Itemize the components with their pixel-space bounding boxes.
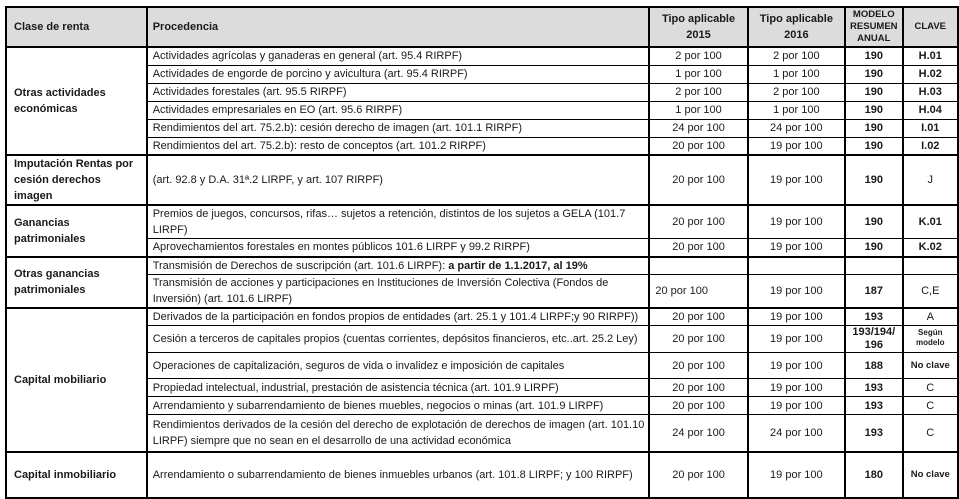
table-row bbox=[6, 83, 958, 101]
procedencia-cell bbox=[147, 257, 650, 275]
tipo-2015-cell: 20 por 100 bbox=[649, 326, 747, 353]
modelo-cell: 190 bbox=[845, 65, 903, 83]
procedencia-text: Actividades empresariales en EO (art. 95.6 RIRPF) bbox=[152, 104, 403, 116]
table-row bbox=[6, 353, 958, 379]
procedencia-cell bbox=[147, 308, 650, 326]
tipo-2016-cell: 19 por 100 bbox=[748, 274, 845, 308]
procedencia-cell bbox=[147, 326, 650, 353]
table-row bbox=[6, 65, 958, 83]
table-row bbox=[6, 308, 958, 326]
table-row bbox=[6, 274, 958, 308]
procedencia-text: Transmisión de acciones y participaciones en Instituciones de Inversión Colectiva (Fondos de Inversión) (art. 101.6 LIRPF) bbox=[152, 276, 609, 305]
header-modelo-resumen-anual: MODELO RESUMEN ANUAL bbox=[845, 7, 903, 47]
clave-cell: K.02 bbox=[903, 239, 958, 257]
tipo-2016-cell bbox=[748, 257, 845, 275]
procedencia-text: Arrendamiento y subarrendamiento de bienes muebles, negocios o minas (art. 101.9 LIRPF) bbox=[152, 399, 604, 412]
table-row bbox=[6, 239, 958, 257]
table-row bbox=[6, 326, 958, 353]
table-row bbox=[6, 205, 958, 239]
clase-de-renta-cell: Otras actividades económicas bbox=[6, 47, 147, 155]
table-row bbox=[6, 452, 958, 498]
procedencia-cell bbox=[147, 353, 650, 379]
clave-cell bbox=[903, 257, 958, 275]
procedencia-text: Derivados de la participación en fondos propios de entidades (art. 25.1 y 101.4 LIRPF;y 90 RIRPF)) bbox=[152, 310, 639, 323]
procedencia-cell bbox=[147, 119, 650, 137]
clave-cell: J bbox=[903, 155, 958, 205]
modelo-cell: 193/194/ 196 bbox=[845, 326, 903, 353]
clave-cell: C,E bbox=[903, 274, 958, 308]
modelo-cell: 190 bbox=[845, 101, 903, 119]
clave-cell: C bbox=[903, 379, 958, 397]
modelo-cell: 190 bbox=[845, 205, 903, 239]
tipo-2015-cell: 20 por 100 bbox=[649, 452, 747, 498]
tipo-2015-cell: 20 por 100 bbox=[649, 274, 747, 308]
clave-cell: No clave bbox=[903, 353, 958, 379]
procedencia-cell bbox=[147, 47, 650, 65]
table-row bbox=[6, 379, 958, 397]
procedencia-cell bbox=[147, 239, 650, 257]
procedencia-text: Rendimientos derivados de la cesión del derecho de explotación de derechos de imagen (art. 101.10 LIRPF) siempre que no sean en el desarrollo de una actividad económica bbox=[152, 418, 645, 447]
modelo-cell: 193 bbox=[845, 397, 903, 415]
modelo-cell: 193 bbox=[845, 308, 903, 326]
table-row bbox=[6, 119, 958, 137]
tipo-2015-cell: 20 por 100 bbox=[649, 155, 747, 205]
clave-cell: K.01 bbox=[903, 205, 958, 239]
modelo-cell: 190 bbox=[845, 47, 903, 65]
clave-cell: No clave bbox=[903, 452, 958, 498]
tipo-2015-cell: 24 por 100 bbox=[649, 119, 747, 137]
table-row bbox=[6, 47, 958, 65]
clave-cell: C bbox=[903, 397, 958, 415]
tipo-2015-cell: 24 por 100 bbox=[649, 415, 747, 452]
procedencia-text: Rendimientos del art. 75.2.b): resto de conceptos (art. 101.2 RIRPF) bbox=[152, 139, 486, 152]
procedencia-cell bbox=[147, 274, 650, 308]
procedencia-text: Propiedad intelectual, industrial, prestación de asistencia técnica (art. 101.9 LIRPF) bbox=[152, 381, 559, 394]
clase-de-renta-cell: Ganancias patrimoniales bbox=[6, 205, 147, 257]
tipo-2015-cell: 20 por 100 bbox=[649, 239, 747, 257]
procedencia-text: Operaciones de capitalización, seguros de vida o invalidez e imposición de capitales bbox=[152, 359, 565, 372]
tipo-2016-cell: 24 por 100 bbox=[748, 119, 845, 137]
procedencia-text: Actividades de engorde de porcino y avicultura (art. 95.4 RIRPF) bbox=[152, 68, 468, 80]
procedencia-cell bbox=[147, 397, 650, 415]
header-clase-de-renta: Clase de renta bbox=[6, 7, 147, 47]
retention-rates-table bbox=[5, 6, 959, 499]
table-body bbox=[6, 47, 958, 498]
clave-cell: H.04 bbox=[903, 101, 958, 119]
clave-cell: I.02 bbox=[903, 137, 958, 155]
procedencia-cell bbox=[147, 155, 650, 205]
clave-cell: H.03 bbox=[903, 83, 958, 101]
table-row bbox=[6, 397, 958, 415]
procedencia-text: Aprovechamientos forestales en montes públicos 101.6 LIRPF y 99.2 RIRPF) bbox=[152, 241, 530, 254]
procedencia-cell bbox=[147, 83, 650, 101]
modelo-cell: 190 bbox=[845, 119, 903, 137]
table-header-row bbox=[6, 7, 958, 47]
modelo-cell bbox=[845, 257, 903, 275]
procedencia-cell bbox=[147, 205, 650, 239]
table-row bbox=[6, 137, 958, 155]
procedencia-note: a partir de 1.1.2017, al 19% bbox=[448, 259, 588, 272]
tipo-2016-cell: 1 por 100 bbox=[748, 101, 845, 119]
tipo-2015-cell: 20 por 100 bbox=[649, 379, 747, 397]
procedencia-cell bbox=[147, 65, 650, 83]
tipo-2015-cell: 1 por 100 bbox=[649, 101, 747, 119]
tipo-2016-cell: 19 por 100 bbox=[748, 353, 845, 379]
procedencia-text: Actividades agrícolas y ganaderas en general (art. 95.4 RIRPF) bbox=[152, 50, 463, 63]
tipo-2015-cell bbox=[649, 257, 747, 275]
table-row bbox=[6, 257, 958, 275]
tipo-2016-cell: 19 por 100 bbox=[748, 452, 845, 498]
clave-text: Según modelo bbox=[916, 328, 945, 347]
tipo-2016-cell: 2 por 100 bbox=[748, 83, 845, 101]
clase-de-renta-cell: Capital mobiliario bbox=[6, 308, 147, 452]
modelo-cell: 188 bbox=[845, 353, 903, 379]
procedencia-text: Rendimientos del art. 75.2.b): cesión derecho de imagen (art. 101.1 RIRPF) bbox=[152, 122, 523, 134]
tipo-2016-cell: 19 por 100 bbox=[748, 205, 845, 239]
procedencia-text: Transmisión de Derechos de suscripción (art. 101.6 LIRPF): bbox=[152, 259, 449, 272]
tipo-2015-cell: 20 por 100 bbox=[649, 397, 747, 415]
clave-cell: A bbox=[903, 308, 958, 326]
procedencia-cell bbox=[147, 415, 650, 452]
tipo-2016-cell: 19 por 100 bbox=[748, 308, 845, 326]
modelo-cell: 190 bbox=[845, 83, 903, 101]
header-clave: CLAVE bbox=[903, 7, 958, 47]
tipo-2015-cell: 20 por 100 bbox=[649, 205, 747, 239]
modelo-cell: 193 bbox=[845, 379, 903, 397]
tipo-2015-cell: 20 por 100 bbox=[649, 353, 747, 379]
modelo-cell: 180 bbox=[845, 452, 903, 498]
modelo-cell: 193 bbox=[845, 415, 903, 452]
procedencia-text: Premios de juegos, concursos, rifas… sujetos a retención, distintos de los sujetos a GELA (101.7 LIRPF) bbox=[152, 208, 626, 236]
clase-de-renta-cell: Imputación Rentas por cesión derechos imagen bbox=[6, 155, 147, 205]
tipo-2016-cell: 19 por 100 bbox=[748, 155, 845, 205]
header-procedencia: Procedencia bbox=[147, 7, 650, 47]
tipo-2016-cell: 19 por 100 bbox=[748, 326, 845, 353]
tipo-2015-cell: 20 por 100 bbox=[649, 308, 747, 326]
clave-cell: H.01 bbox=[903, 47, 958, 65]
modelo-cell: 187 bbox=[845, 274, 903, 308]
tipo-2016-cell: 1 por 100 bbox=[748, 65, 845, 83]
procedencia-text: (art. 92.8 y D.A. 31ª.2 LIRPF, y art. 107 RIRPF) bbox=[152, 174, 383, 186]
table-row bbox=[6, 155, 958, 205]
clave-cell: C bbox=[903, 415, 958, 452]
clase-de-renta-cell: Otras ganancias patrimoniales bbox=[6, 257, 147, 308]
clave-cell: I.01 bbox=[903, 119, 958, 137]
tipo-2016-cell: 19 por 100 bbox=[748, 137, 845, 155]
modelo-cell: 190 bbox=[845, 155, 903, 205]
procedencia-text: Arrendamiento o subarrendamiento de bienes inmuebles urbanos (art. 101.8 LIRPF; y 100 RIRPF) bbox=[152, 468, 633, 481]
clave-cell: H.02 bbox=[903, 65, 958, 83]
tipo-2016-cell: 24 por 100 bbox=[748, 415, 845, 452]
table-row bbox=[6, 101, 958, 119]
modelo-cell: 190 bbox=[845, 239, 903, 257]
tipo-2015-cell: 20 por 100 bbox=[649, 137, 747, 155]
header-tipo-2016: Tipo aplicable 2016 bbox=[748, 7, 845, 47]
header-tipo-2015: Tipo aplicable 2015 bbox=[649, 7, 747, 47]
clave-cell bbox=[903, 326, 958, 353]
clase-de-renta-cell: Capital inmobiliario bbox=[6, 452, 147, 498]
tipo-2016-cell: 19 por 100 bbox=[748, 397, 845, 415]
procedencia-cell bbox=[147, 452, 650, 498]
tipo-2015-cell: 1 por 100 bbox=[649, 65, 747, 83]
tipo-2016-cell: 2 por 100 bbox=[748, 47, 845, 65]
procedencia-cell bbox=[147, 379, 650, 397]
table-row bbox=[6, 415, 958, 452]
procedencia-cell bbox=[147, 101, 650, 119]
modelo-cell: 190 bbox=[845, 137, 903, 155]
procedencia-text: Cesión a terceros de capitales propios (cuentas corrientes, depósitos financieros, etc..art. 25.2 Ley) bbox=[152, 333, 638, 345]
procedencia-text: Actividades forestales (art. 95.5 RIRPF) bbox=[152, 86, 347, 98]
tipo-2016-cell: 19 por 100 bbox=[748, 379, 845, 397]
procedencia-cell bbox=[147, 137, 650, 155]
tipo-2015-cell: 2 por 100 bbox=[649, 47, 747, 65]
tipo-2015-cell: 2 por 100 bbox=[649, 83, 747, 101]
tipo-2016-cell: 19 por 100 bbox=[748, 239, 845, 257]
